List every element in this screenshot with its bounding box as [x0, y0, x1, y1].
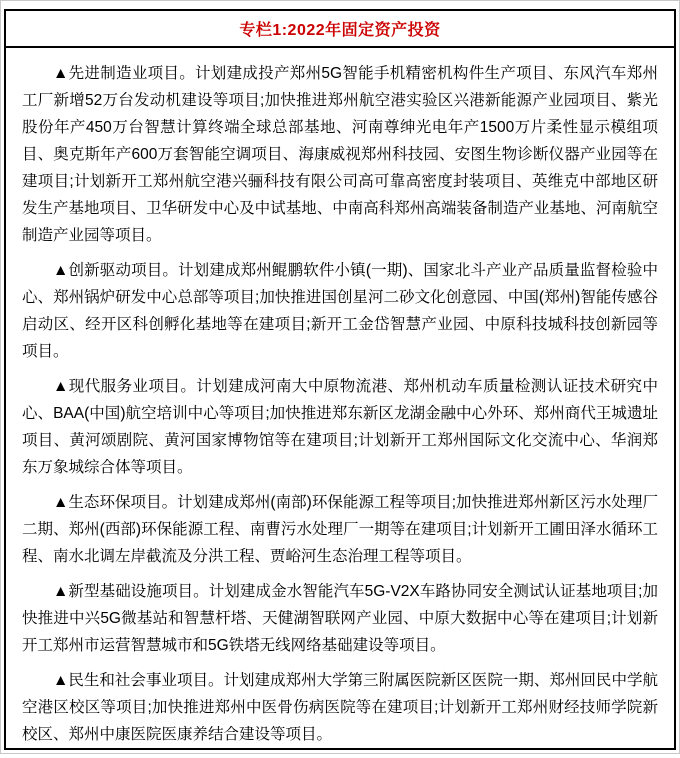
- column-box-2022-fixed-asset-investment: [4, 9, 676, 750]
- panel-body: [6, 48, 674, 758]
- paragraph-innovation-driven: ▲创新驱动项目。计划建成郑州鲲鹏软件小镇(一期)、国家北斗产业产品质量监督检验中心、郑州锅炉研发中心总部等项目;加快推进国创星河二砂文化创意园、中国(郑州)智能传感谷启动区、经开区科创孵化基地等在建项目;新开工金岱智慧产业园、中原科技城科技创新园等项目。: [22, 262, 658, 360]
- paragraph-new-infrastructure: ▲新型基础设施项目。计划建成金水智能汽车5G-V2X车路协同安全测试认证基地项目;加快推进中兴5G微基站和智慧杆塔、天健湖智联网产业园、中原大数据中心等在建项目;计划新开工郑州市运营智慧城市和5G铁塔无线网络基础建设等项目。: [22, 583, 658, 654]
- paragraph-modern-services: ▲现代服务业项目。计划建成河南大中原物流港、郑州机动车质量检测认证技术研究中心、BAA(中国)航空培训中心等项目;加快推进郑东新区龙湖金融中心外环、郑州商代王城遗址项目、黄河颂剧院、黄河国家博物馆等在建项目;计划新开工郑州国际文化交流中心、华润郑东万象城综合体等项目。: [22, 378, 658, 476]
- paragraph-advanced-manufacturing: ▲先进制造业项目。计划建成投产郑州5G智能手机精密机构件生产项目、东风汽车郑州工厂新增52万台发动机建设等项目;加快推进郑州航空港实验区兴港新能源产业园项目、紫光股份年产450万台智慧计算终端全球总部基地、河南尊绅光电年产1500万片柔性显示模组项目、奥克斯年产600万套智能空调项目、海康威视郑州科技园、安图生物诊断仪器产业园等在建项目;计划新开工郑州航空港兴骊科技有限公司高可靠高密度封装项目、英维克中部地区研发生产基地项目、卫华研发中心及中试基地、中南高科郑州高端装备制造产业基地、河南航空制造产业园等项目。: [22, 65, 658, 244]
- paragraph-livelihood-social: ▲民生和社会事业项目。计划建成郑州大学第三附属医院新区医院一期、郑州回民中学航空港区校区等项目;加快推进郑州中医骨伤病医院等在建项目;计划新开工郑州财经技师学院新校区、郑州中康医院医康养结合建设等项目。: [22, 672, 658, 743]
- panel-title-row: [6, 11, 674, 48]
- panel-title: 专栏1:2022年固定资产投资: [239, 22, 441, 39]
- paragraph-eco-environmental: ▲生态环保项目。计划建成郑州(南部)环保能源工程等项目;加快推进郑州新区污水处理厂二期、郑州(西部)环保能源工程、南曹污水处理厂一期等在建项目;计划新开工圃田泽水循环工程、南水北调左岸截流及分洪工程、贾峪河生态治理工程等项目。: [22, 494, 658, 565]
